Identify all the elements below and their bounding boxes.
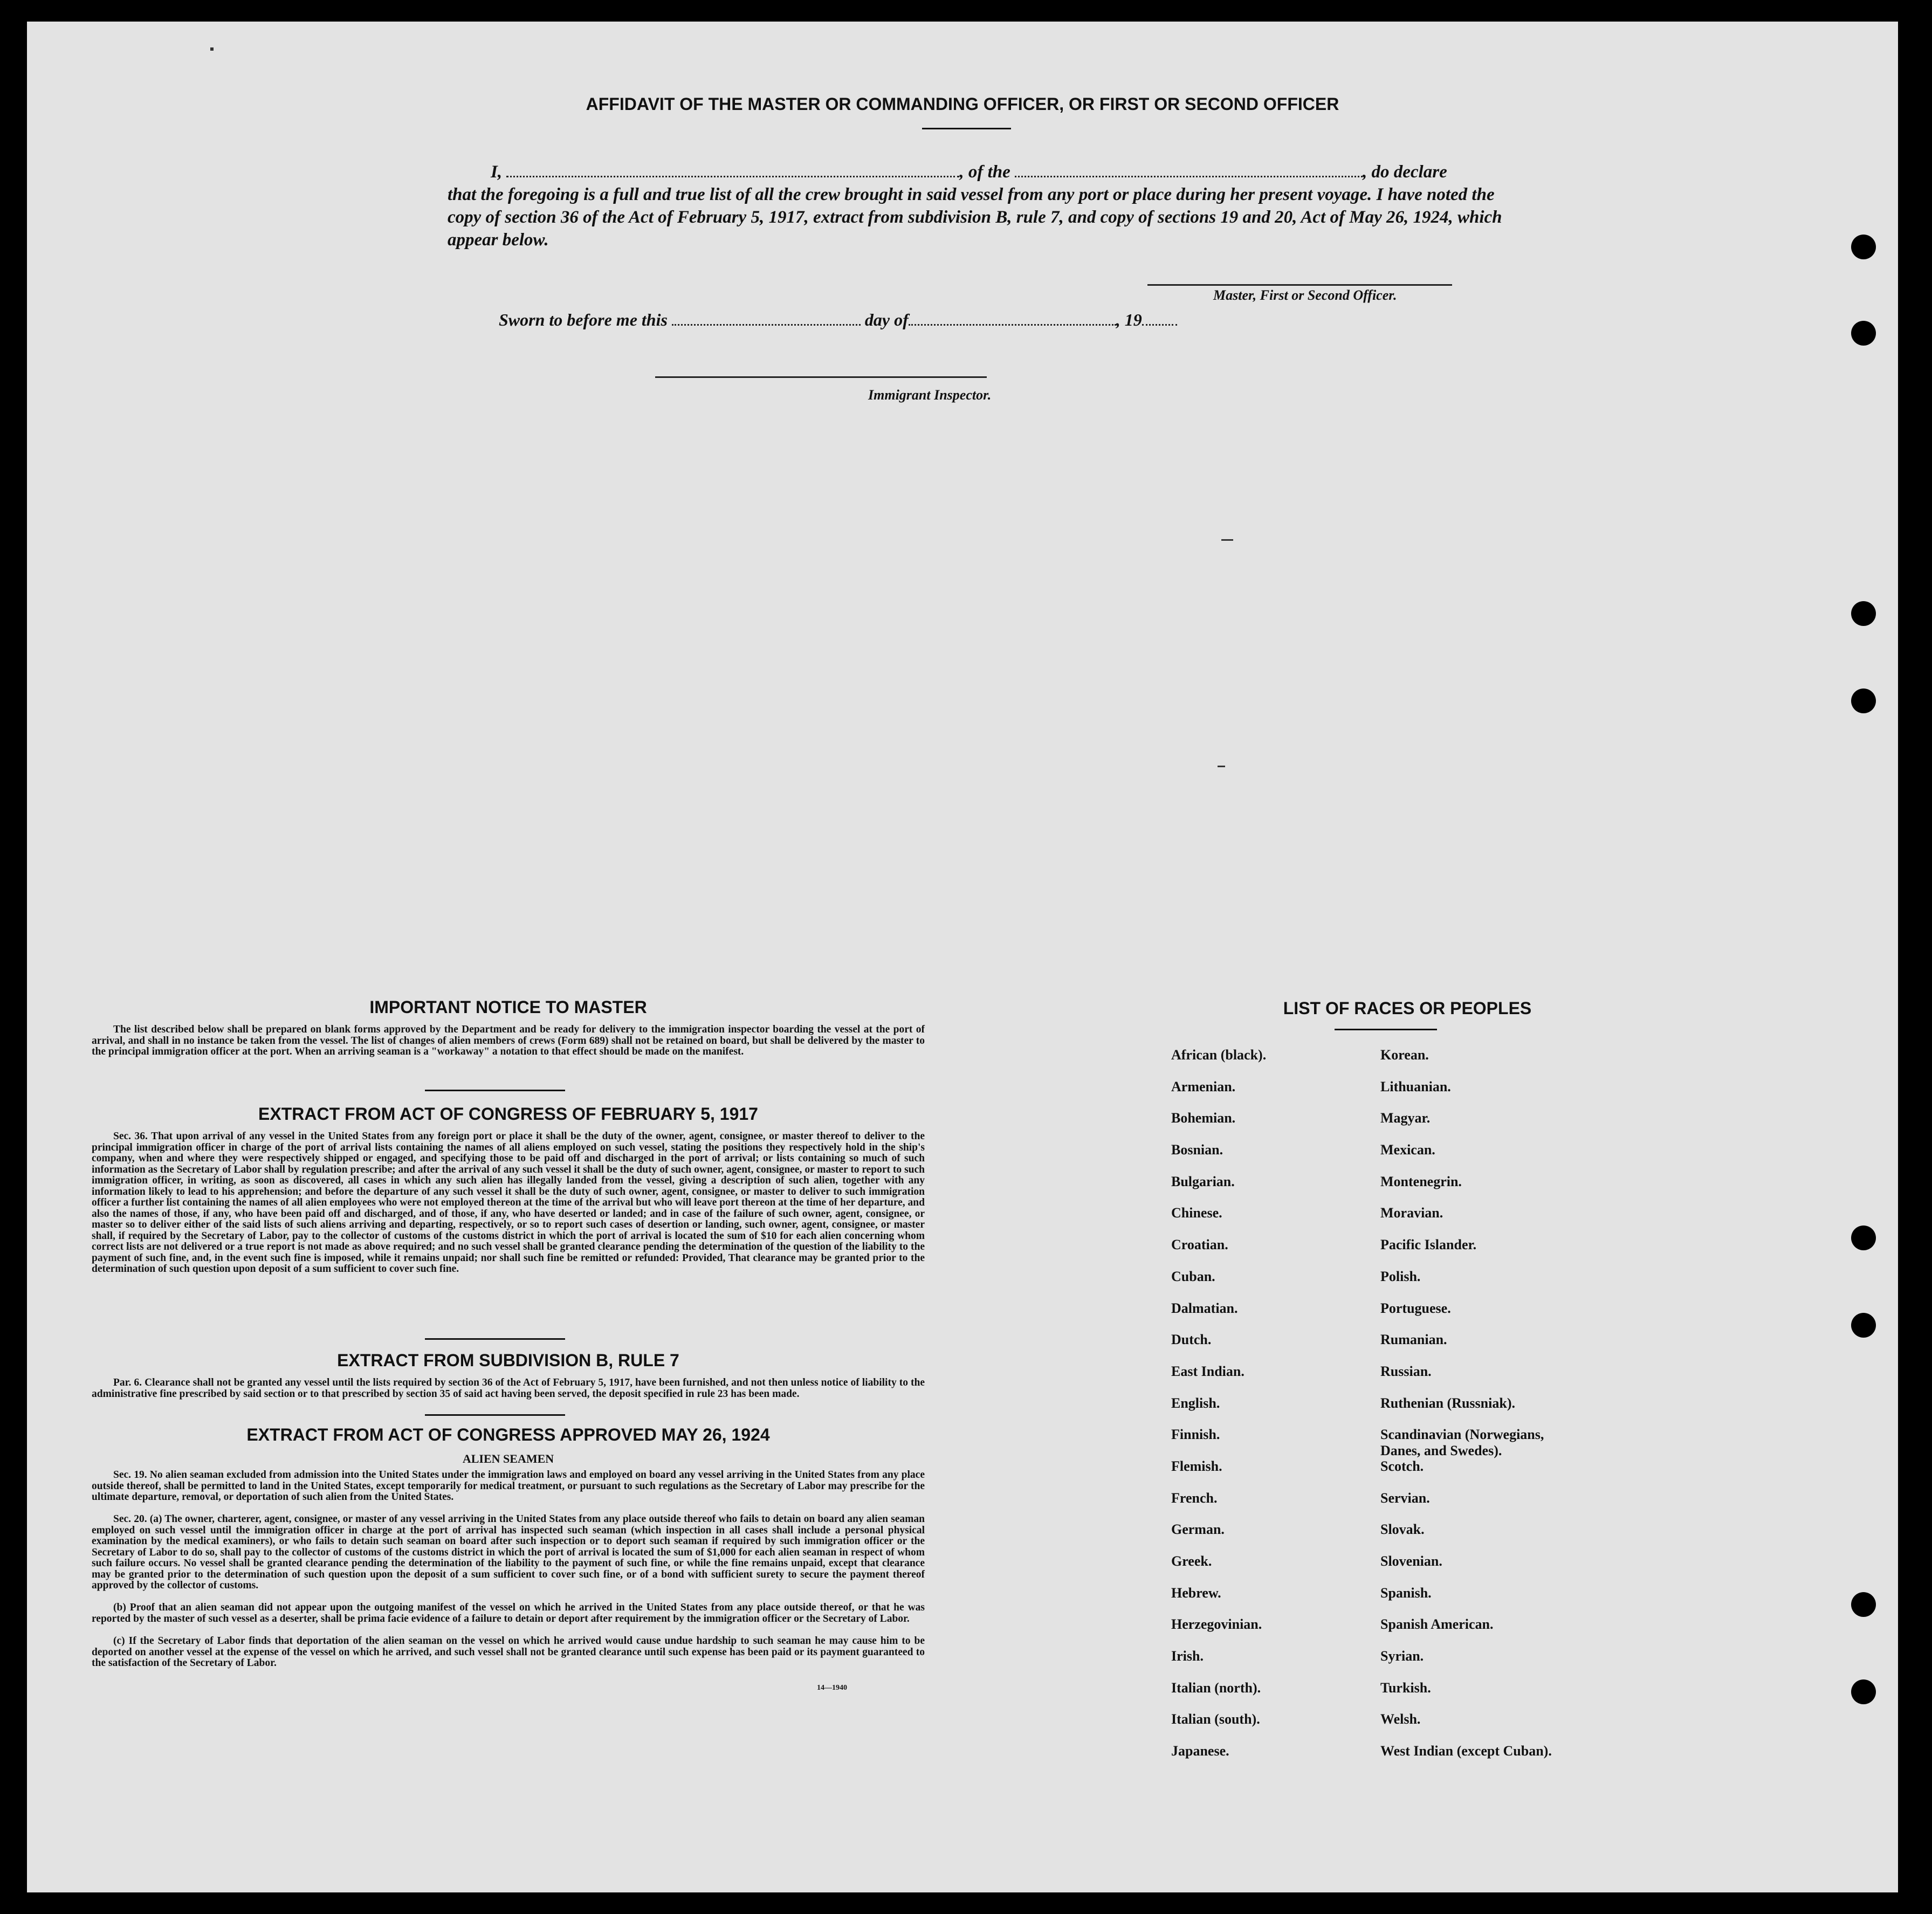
race-item: Greek.	[1171, 1553, 1212, 1569]
race-item: Scandinavian (Norwegians, Danes, and Swedes).	[1380, 1427, 1544, 1459]
master-signature-label: Master, First or Second Officer.	[1213, 287, 1397, 303]
extract-1924-sec20c: (c) If the Secretary of Labor finds that deportation of the alien seaman on the vessel on which he arrived would cause undue hardship to such seaman he may cause him to be deported on another vessel at the expense of the vessel on which he arrived, and such vessel shall not be granted clearance until such expense has been paid or its payment guaranteed to the satisfaction of the Secretary of Labor.	[92, 1635, 925, 1669]
race-item: Bosnian.	[1171, 1142, 1223, 1158]
sworn-year-field[interactable]	[1142, 312, 1177, 326]
inspector-signature-label: Immigrant Inspector.	[868, 387, 992, 403]
paper-speck	[1218, 766, 1225, 767]
sworn-day-field[interactable]	[672, 312, 861, 326]
race-item: East Indian.	[1171, 1363, 1245, 1379]
notice-body: The list described below shall be prepared on blank forms approved by the Department and be ready for delivery to the immigration inspector boarding the vessel at the port of arrival, and shall in no instance be taken from the vessel. The list of changes of alien members of crews (Form 689) shall not be retained on board, but shall be delivered by the master to the principal immigration officer at the port. When an arriving seaman is a "workaway" a notation to that effect should be made on the manifest.	[92, 1024, 925, 1057]
extract-1924-sec19: Sec. 19. No alien seaman excluded from admission into the United States under the immigration laws and employed on board any vessel arriving in the United States from any place outside thereof, shall be permitted to land in the United States, except temporarily for medical treatment, or pursuant to such regulations as the Secretary of Labor may prescribe for the ultimate departure, removal, or deportation of such alien from the United States.	[92, 1469, 925, 1503]
vessel-name-field[interactable]	[1015, 163, 1363, 177]
race-item: Slovenian.	[1380, 1553, 1442, 1569]
section-divider	[425, 1090, 565, 1091]
race-item: Italian (south).	[1171, 1711, 1260, 1727]
extract-rule7-title: EXTRACT FROM SUBDIVISION B, RULE 7	[337, 1351, 679, 1370]
race-item: Japanese.	[1171, 1743, 1229, 1759]
form-number: 14—1940	[817, 1684, 847, 1692]
sworn-line	[499, 310, 1177, 330]
binder-hole	[1851, 601, 1876, 626]
race-item: French.	[1171, 1490, 1218, 1506]
race-item: Armenian.	[1171, 1078, 1236, 1094]
race-item: Rumanian.	[1380, 1332, 1447, 1348]
race-item: Montenegrin.	[1380, 1173, 1462, 1189]
binder-hole	[1851, 1225, 1876, 1250]
race-item: West Indian (except Cuban).	[1380, 1743, 1552, 1759]
race-item: African (black).	[1171, 1047, 1267, 1063]
race-item: Portuguese.	[1380, 1300, 1451, 1316]
race-item: German.	[1171, 1521, 1225, 1538]
race-item: Mexican.	[1380, 1142, 1435, 1158]
declarant-name-field[interactable]	[506, 163, 959, 177]
race-item: English.	[1171, 1395, 1220, 1411]
race-item: Dutch.	[1171, 1332, 1212, 1348]
sworn-year-prefix: , 19	[1116, 310, 1142, 329]
binder-hole	[1851, 235, 1876, 259]
extract-1924-subtitle: ALIEN SEAMEN	[462, 1452, 554, 1465]
sworn-month-field[interactable]	[909, 312, 1116, 326]
section-divider	[425, 1414, 565, 1416]
race-item: Scotch.	[1380, 1458, 1424, 1474]
race-item: Pacific Islander.	[1380, 1237, 1477, 1253]
section-divider	[425, 1338, 565, 1340]
race-item: Syrian.	[1380, 1648, 1424, 1664]
race-item: Slovak.	[1380, 1521, 1425, 1538]
sworn-prefix: Sworn to before me this	[499, 310, 668, 329]
of-the-text: , of the	[959, 162, 1010, 182]
notice-title: IMPORTANT NOTICE TO MASTER	[369, 997, 647, 1017]
binder-hole	[1851, 1592, 1876, 1617]
races-left-column	[1171, 1047, 1266, 1775]
binder-hole	[1851, 1313, 1876, 1338]
race-item: Bulgarian.	[1171, 1173, 1235, 1189]
binder-hole	[1851, 321, 1876, 346]
races-right-column	[1380, 1047, 1552, 1775]
binder-hole	[1851, 689, 1876, 713]
sworn-day-of: day of	[864, 310, 909, 329]
extract-1924-sec20a: Sec. 20. (a) The owner, charterer, agent, consignee, or master of any vessel arriving in the United States from any place outside thereof who fails to detain on board any alien seaman employed on such vessel until the immigration officer in charge at the port of arrival has inspected such seaman (which inspection in all cases shall include a personal physical examination by the medical examiners), or who fails to detain such seaman on board after such inspection or to deport such seaman if required by such immigration officer or the Secretary of Labor to do so, shall pay to the collector of customs of the customs district in which the port of arrival is located the sum of $1,000 for each alien seaman in respect of whom such failure occurs. No vessel shall be granted clearance pending the determination of the liability to the payment of such fine, or while the fine remains unpaid, except that clearance may be granted prior to the determination of such question upon the deposit of a sum sufficient to cover such fine, or of a bond with sufficient surety to secure the payment thereof approved by the collector of customs.	[92, 1513, 925, 1591]
race-item: Lithuanian.	[1380, 1078, 1451, 1094]
race-item: Servian.	[1380, 1490, 1430, 1506]
race-item: Cuban.	[1171, 1268, 1215, 1284]
master-signature-line[interactable]	[1147, 284, 1452, 286]
do-declare-text: , do declare	[1363, 162, 1447, 182]
race-item: Herzegovinian.	[1171, 1616, 1262, 1633]
race-item: Finnish.	[1171, 1427, 1220, 1443]
race-item: Italian (north).	[1171, 1679, 1261, 1696]
extract-1924-sec20b: (b) Proof that an alien seaman did not appear upon the outgoing manifest of the vessel on which he arrived in the United States from any place outside thereof, or that he was reported by the master of such vessel as a deserter, shall be prima facie evidence of a failure to detain or deport after requirement by the immigration officer or the Secretary of Labor.	[92, 1602, 925, 1624]
race-item: Spanish American.	[1380, 1616, 1494, 1633]
inspector-signature-line[interactable]	[655, 376, 987, 378]
races-title: LIST OF RACES OR PEOPLES	[1283, 999, 1532, 1018]
race-item: Flemish.	[1171, 1458, 1222, 1474]
extract-rule7-body: Par. 6. Clearance shall not be granted any vessel until the lists required by section 36 of the Act of February 5, 1917, have been furnished, and not then unless notice of liability to the administrative fine prescribed by said section or to that prescribed by section 35 of said act having been served, the deposit specified in rule 23 has been made.	[92, 1377, 925, 1400]
race-item: Spanish.	[1380, 1585, 1432, 1601]
race-item: Polish.	[1380, 1268, 1421, 1284]
race-item: Russian.	[1380, 1363, 1432, 1379]
affidavit-title-rule	[922, 128, 1011, 129]
race-item: Ruthenian (Russniak).	[1380, 1395, 1515, 1411]
race-item: Irish.	[1171, 1648, 1204, 1664]
affidavit-declaration	[448, 161, 1521, 251]
race-item: Moravian.	[1380, 1205, 1443, 1221]
race-item: Turkish.	[1380, 1679, 1431, 1696]
binder-hole	[1851, 1679, 1876, 1704]
race-item: Korean.	[1380, 1047, 1429, 1063]
extract-1924-title: EXTRACT FROM ACT OF CONGRESS APPROVED MAY 26, 1924	[246, 1425, 770, 1444]
declaration-body: that the foregoing is a full and true list of all the crew brought in said vessel from any port or place during her present voyage. I have noted the copy of section 36 of the Act of February 5, 1917, extract from subdivision B, rule 7, and copy of sections 19 and 20, Act of May 26, 1924, which appear below.	[448, 185, 1502, 250]
race-item: Croatian.	[1171, 1237, 1228, 1253]
race-item: Magyar.	[1380, 1110, 1431, 1126]
declaration-first-line	[448, 161, 1521, 183]
extract-1917-body: Sec. 36. That upon arrival of any vessel in the United States from any foreign port or place it shall be the duty of the owner, agent, consignee, or master thereof to deliver to the principal immigration officer in charge of the port of arrival lists containing the names of all aliens employed on such vessel, stating the positions they respectively hold in the ship's company, when and where they were respectively shipped or engaged, and specifying those to be paid off and discharged in the port of arrival; or lists containing so much of such information as the Secretary of Labor shall by regulation prescribe; and after the arrival of any such vessel it shall be the duty of such owner, agent, consignee, or master to report to such immigration officer, in writing, as soon as discovered, all cases in which any such alien has illegally landed from the vessel, giving a description of such alien, together with any information likely to lead to his apprehension; and before the departure of any such vessel it shall be the duty of such owner, agent, consignee, or master to deliver to such immigration officer a further list containing the names of all alien employees who were not employed thereon at the time of the arrival but who will leave port thereon at the time of her departure, and also the names of those, if any, who have been paid off and discharged, and of those, if any, who have deserted or landed; and in case of the failure of such owner, agent, consignee, or master so to deliver either of the said lists of such aliens arriving and departing, respectively, or so to report such cases of desertion or landing, such owner, agent, consignee, or master shall, if required by the Secretary of Labor, pay to the collector of customs of the customs district in which the port of arrival is located the sum of $10 for each alien concerning whom correct lists are not delivered or a true report is not made as above required; and no such vessel shall be granted clearance pending the determination of the question of the liability to the payment of such fine, and, in the event such fine is imposed, while it remains unpaid; nor shall such fine be remitted or refunded: Provided, That clearance may be granted prior to the determination of such question upon deposit of a sum sufficient to cover such fine.	[92, 1131, 925, 1275]
document-page	[27, 22, 1898, 1892]
race-item: Welsh.	[1380, 1711, 1421, 1727]
paper-speck	[1221, 539, 1233, 541]
race-item: Hebrew.	[1171, 1585, 1221, 1601]
paper-speck	[210, 47, 214, 51]
race-item: Chinese.	[1171, 1205, 1222, 1221]
declarant-prefix: I,	[491, 162, 503, 182]
race-item: Dalmatian.	[1171, 1300, 1238, 1316]
affidavit-title: AFFIDAVIT OF THE MASTER OR COMMANDING OFFICER, OR FIRST OR SECOND OFFICER	[586, 94, 1339, 114]
race-item: Bohemian.	[1171, 1110, 1236, 1126]
extract-1917-title: EXTRACT FROM ACT OF CONGRESS OF FEBRUARY 5, 1917	[258, 1104, 758, 1124]
races-title-rule	[1335, 1029, 1437, 1030]
